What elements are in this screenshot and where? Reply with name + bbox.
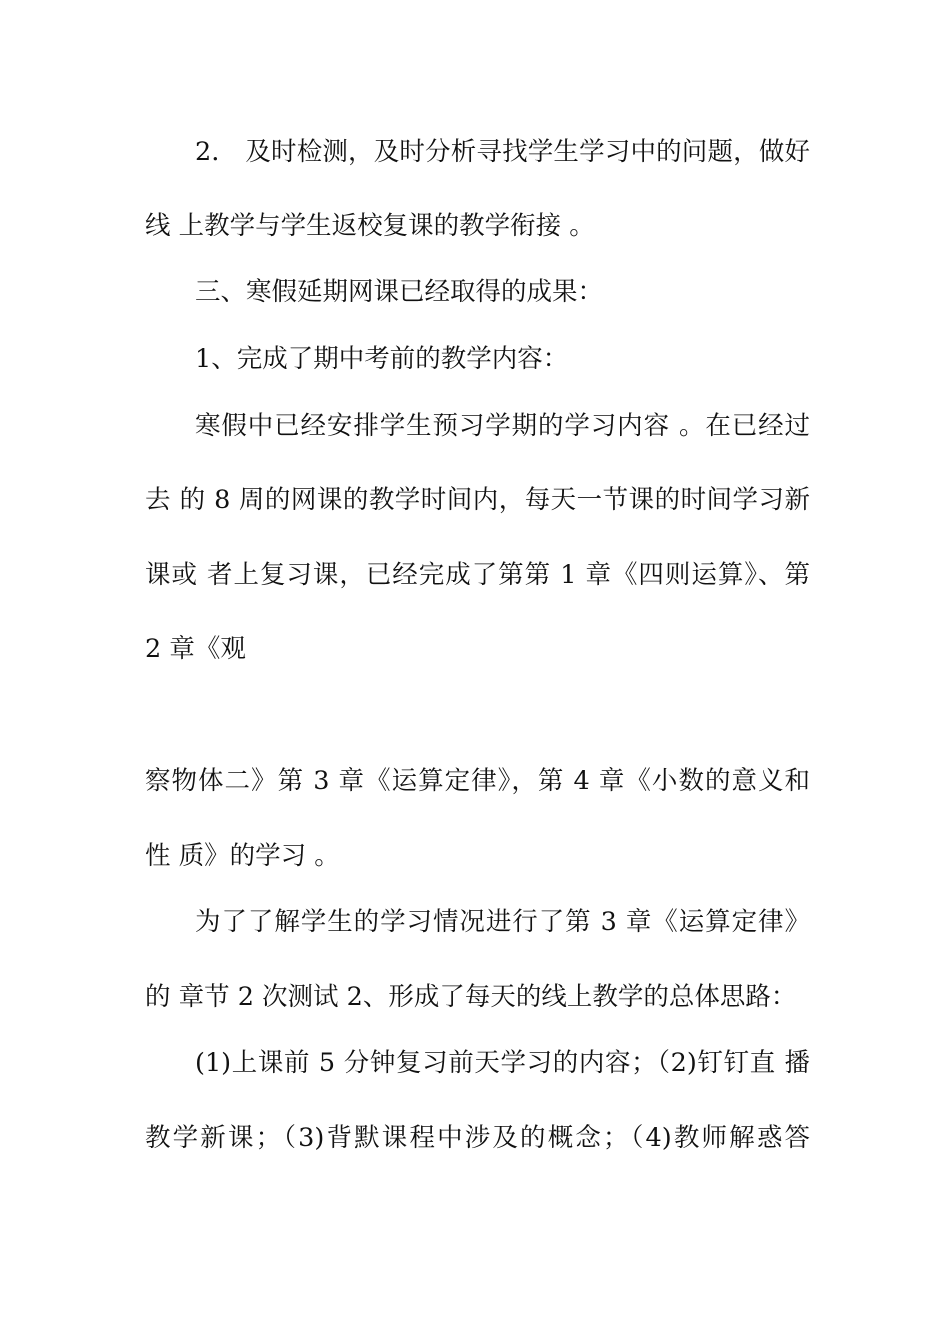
paragraph-line: 去 的 8 周的网课的教学时间内，每天一节课的时间学习新 (145, 485, 810, 515)
section-heading: 三、寒假延期网课已经取得的成果： (195, 277, 604, 307)
paragraph-line: 的 章节 2 次测试 2、形成了每天的线上教学的总体思路： (145, 982, 797, 1012)
paragraph-line: 察物体二》第 3 章《运算定律》，第 4 章《小数的意义和 (145, 766, 810, 796)
paragraph-line: 寒假中已经安排学生预习学期的学习内容 。在已经过 (195, 411, 810, 441)
paragraph-line: 教学新课；（3)背默课程中涉及的概念；（4)教师解惑答 (145, 1123, 810, 1153)
paragraph-line: (1)上课前 5 分钟复习前天学习的内容；（2)钉钉直 播 (195, 1048, 810, 1078)
subsection-heading: 1、完成了期中考前的教学内容： (195, 344, 569, 374)
paragraph-line: 线 上教学与学生返校复课的教学衔接 。 (145, 211, 595, 241)
paragraph-line: 课或 者上复习课，已经完成了第第 1 章《四则运算》、第 (145, 560, 810, 590)
paragraph-line: 性 质》的学习 。 (145, 841, 340, 871)
paragraph-line: 为了了解学生的学习情况进行了第 3 章《运算定律》 (195, 907, 810, 937)
paragraph-line: 2 章《观 (145, 634, 246, 664)
paragraph-line: 2． 及时检测，及时分析寻找学生学习中的问题，做好 (195, 137, 810, 167)
